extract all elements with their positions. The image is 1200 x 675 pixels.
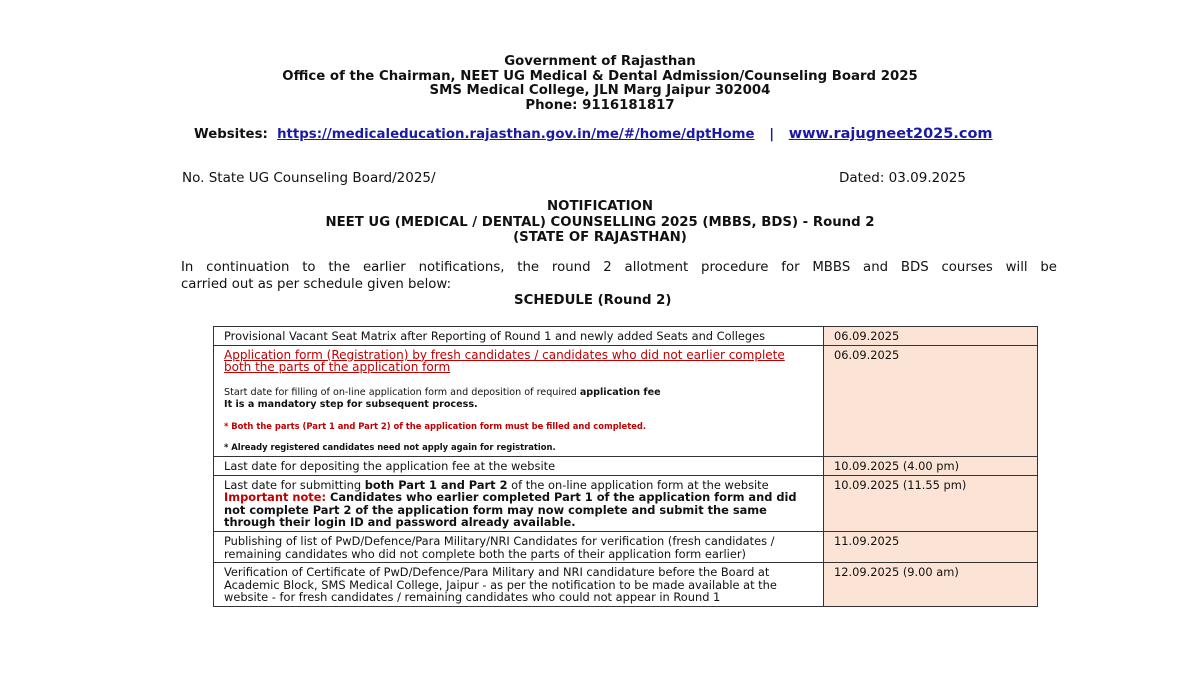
website-link-2[interactable]: www.rajugneet2025.com [788,126,993,142]
event-cell: Last date for depositing the application fee at the website [214,456,824,475]
date-cell: 10.09.2025 (11.55 pm) [824,475,1038,531]
table-row [214,563,1038,607]
schedule-table [213,326,1038,607]
website-link-1[interactable]: https://medicaleducation.rajasthan.gov.in/me/#/home/dptHome [277,127,755,142]
important-note-label: Important note: [224,490,327,505]
both-parts-note: * Both the parts (Part 1 and Part 2) of the application form must be filled and completed. [224,420,647,431]
date-cell: 11.09.2025 [824,531,1038,562]
submission-bold: both Part 1 and Part 2 [364,477,508,492]
intro-line-2: carried out as per schedule given below: [181,277,452,292]
mandatory-step-note: It is a mandatory step for subsequent process. [224,398,478,410]
office-name: Office of the Chairman, NEET UG Medical & Dental Admission/Counseling Board 2025 [282,68,918,84]
application-fee-text: application fee [579,386,661,398]
notification-title: NOTIFICATION [547,199,653,214]
important-note-text: Candidates who earlier completed Part 1 of the application form and did not complete Part 2 of the application form may now complete and submit the same through their login ID and password already available. [224,490,797,530]
already-registered-note: * Already registered candidates need not apply again for registration. [224,442,556,453]
important-note [224,491,814,529]
registration-start-text: Start date for filling of on-line application form and deposition of required [224,386,580,398]
submission-post: of the on-line application form at the website [507,477,769,492]
intro-line-1: In continuation to the earlier notifications, the round 2 allotment procedure for MBBS and BDS courses will be [181,260,1057,275]
govt-name: Government of Rajasthan [504,54,696,69]
websites-label: Websites: [194,127,268,142]
table-row [214,456,1038,475]
table-row [214,327,1038,346]
notification-heading [0,199,1200,246]
date-cell: 10.09.2025 (4.00 pm) [824,456,1038,475]
submission-pre: Last date for submitting [224,477,365,492]
office-phone: Phone: 9116181817 [525,97,675,113]
table-row [214,345,1038,456]
office-address: SMS Medical College, JLN Marg Jaipur 302004 [429,83,771,98]
intro-paragraph [181,259,1057,293]
event-cell [214,475,824,531]
reference-number: No. State UG Counseling Board/2025/ [182,170,436,186]
registration-start-note [224,387,814,399]
date-cell: 12.09.2025 (9.00 am) [824,563,1038,607]
event-cell [214,345,824,456]
event-cell: Publishing of list of PwD/Defence/Para Military/NRI Candidates for verification (fresh candidates / remaining candidates who did not complete both the parts of their application form earlier) [214,531,824,562]
date-cell: 06.09.2025 [824,345,1038,456]
event-cell: Verification of Certificate of PwD/Defence/Para Military and NRI candidature before the Board at Academic Block, SMS Medical College, Jaipur - as per the notification to be made available at the website - for fresh candidates / remaining candidates who could not appear in Round 1 [214,563,824,607]
registration-heading: Application form (Registration) by fresh candidates / candidates who did not earlier complete both the parts of the application form [224,347,785,375]
table-row [214,475,1038,531]
date-cell: 06.09.2025 [824,327,1038,346]
notification-subtitle: NEET UG (MEDICAL / DENTAL) COUNSELLING 2025 (MBBS, BDS) - Round 2 [325,214,875,230]
notification-state: (STATE OF RAJASTHAN) [513,230,687,245]
websites-separator: | [769,127,775,142]
letterhead [0,55,1200,113]
schedule-title: SCHEDULE (Round 2) [514,293,672,308]
event-cell: Provisional Vacant Seat Matrix after Reporting of Round 1 and newly added Seats and Colleges [214,327,824,346]
table-row [214,531,1038,562]
websites-line [194,126,993,142]
date-issued: Dated: 03.09.2025 [839,170,966,186]
